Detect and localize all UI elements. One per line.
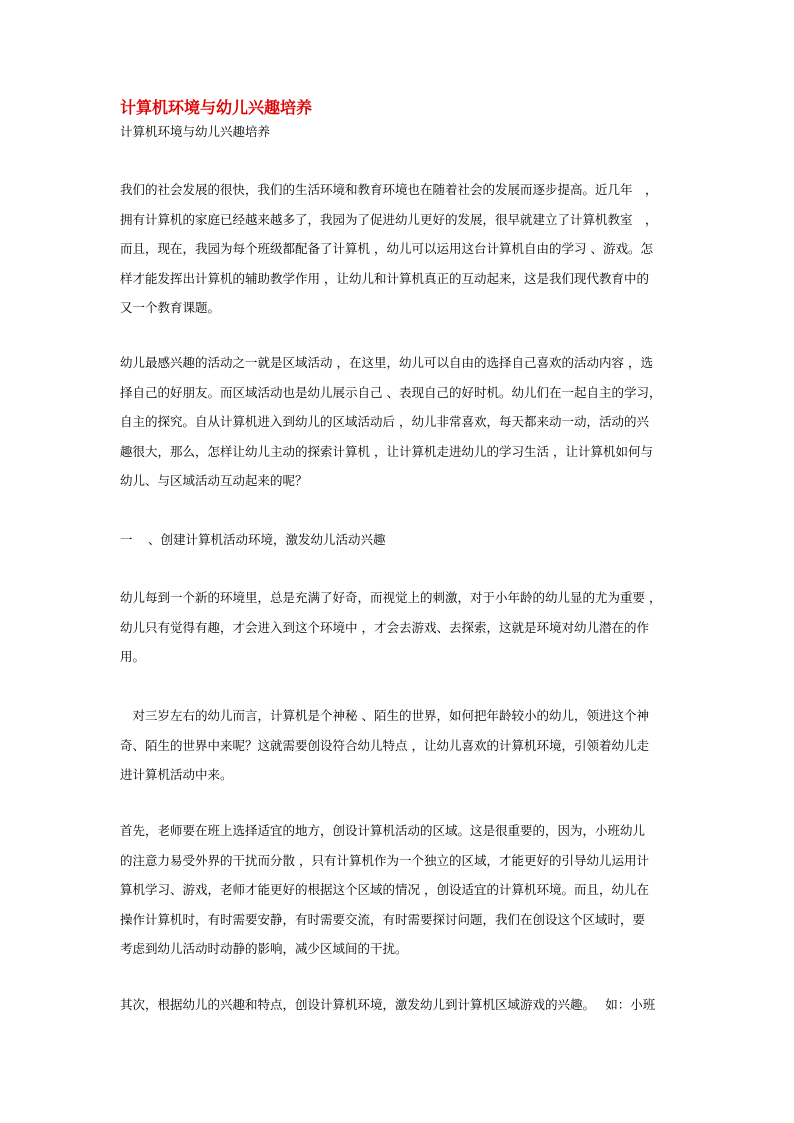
paragraph-line: 考虑到幼儿活动时动静的影响，减少区域间的干扰。 xyxy=(120,941,408,957)
paragraph-6 xyxy=(120,990,680,1020)
paragraph-line: 用。 xyxy=(120,649,146,665)
paragraph-3 xyxy=(120,583,680,672)
paragraph-2 xyxy=(120,348,680,496)
paragraph-1 xyxy=(120,175,680,323)
section-heading-text: 、创建计算机活动环境，激发幼儿活动兴趣 xyxy=(148,532,386,547)
paragraph-5 xyxy=(120,816,680,964)
paragraph-line: 奇、陌生的世界中来呢？这就需要创设符合幼儿特点 ，让幼儿喜欢的计算机环境，引领着幼儿走 xyxy=(120,737,649,753)
section-heading-number: 一 xyxy=(120,532,133,547)
paragraph-line: 对三岁左右的幼儿而言，计算机是个神秘 、陌生的世界，如何把年龄较小的幼儿，领进这个神 xyxy=(120,708,649,723)
document-title: 计算机环境与幼儿兴趣培养 xyxy=(120,98,313,117)
paragraph-line: 算机学习、游戏，老师才能更好的根据这个区域的情况 ，创设适宜的计算机环境。而且，幼儿在 xyxy=(120,882,649,898)
paragraph-line: 而且，现在，我园为每个班级都配备了计算机 ，幼儿可以运用这台计算机自由的学习 、游戏。怎 xyxy=(120,241,653,257)
paragraph-line: 自主的探究。自从计算机进入到幼儿的区域活动后 ，幼儿非常喜欢，每天都来动一动，活动的兴 xyxy=(120,414,649,430)
paragraph-4 xyxy=(120,701,680,790)
paragraph-line: 的注意力易受外界的干扰而分散 ，只有计算机作为一个独立的区域，才能更好的引导幼儿运用计 xyxy=(120,852,649,868)
paragraph-line: 我们的社会发展的很快，我们的生活环境和教育环境也在随着社会的发展而逐步提高。近几年 ， xyxy=(120,182,658,197)
section-heading xyxy=(120,528,386,552)
paragraph-line: 幼儿、与区域活动互动起来的呢？ xyxy=(120,473,308,489)
paragraph-line: 幼儿每到一个新的环境里，总是充满了好奇，而视觉上的刺激，对于小年龄的幼儿显的尤为重要 ， xyxy=(120,590,662,605)
paragraph-line: 幼儿最感兴趣的活动之一就是区域活动 ，在这里，幼儿可以自由的选择自己喜欢的活动内容 ，选 xyxy=(120,355,653,370)
paragraph-line: 幼儿只有觉得有趣，才会进入到这个环境中 ，才会去游戏、去探索，这就是环境对幼儿潜在的作 xyxy=(120,619,649,635)
paragraph-line: 趣很大，那么，怎样让幼儿主动的探索计算机 ，让计算机走进幼儿的学习生活 ，让计算机如何与 xyxy=(120,443,653,459)
paragraph-line: 操作计算机时，有时需要安静，有时需要交流，有时需要探讨问题，我们在创设这个区域时，要 xyxy=(120,911,646,927)
paragraph-line: 又一个教育课题。 xyxy=(120,300,221,316)
document-subtitle: 计算机环境与幼儿兴趣培养 xyxy=(120,124,271,139)
paragraph-line: 择自己的好朋友。而区域活动也是幼儿展示自己 、表现自己的好时机。幼儿们在一起自主的学习， xyxy=(120,384,662,400)
paragraph-line: 样才能发挥出计算机的辅助教学作用 ，让幼儿和计算机真正的互动起来，这是我们现代教育中的 xyxy=(120,270,649,286)
paragraph-line: 首先，老师要在班上选择适宜的地方，创设计算机活动的区域。这是很重要的，因为，小班幼儿 xyxy=(120,823,646,838)
paragraph-line: 其次，根据幼儿的兴趣和特点，创设计算机环境，激发幼儿到计算机区域游戏的兴趣。 如：小班 xyxy=(120,997,656,1012)
paragraph-line: 进计算机活动中来。 xyxy=(120,767,233,783)
paragraph-line: 拥有计算机的家庭已经越来越多了，我园为了促进幼儿更好的发展，很早就建立了计算机教室 ， xyxy=(120,211,658,227)
